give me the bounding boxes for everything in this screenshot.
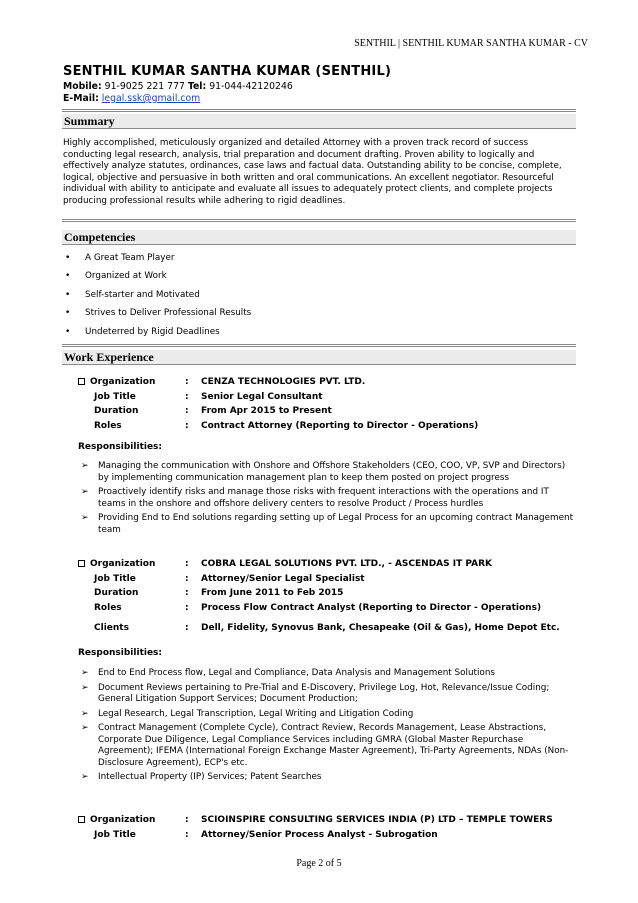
separator: : [185, 391, 189, 402]
roles-value: Contract Attorney (Reporting to Director - Operations) [201, 420, 479, 431]
duration-value: From June 2011 to Feb 2015 [201, 588, 344, 599]
checkbox-icon [78, 816, 85, 823]
responsibilities-label: Responsibilities: [78, 648, 163, 658]
responsibilities-label: Responsibilities: [78, 442, 163, 452]
list-item: ➢ Providing End to End solutions regarding setting up of Legal Process for an upcoming contract Management team [81, 513, 576, 536]
title-label: Job Title [94, 391, 136, 402]
work-experience-heading: Work Experience [62, 350, 576, 365]
separator: : [185, 573, 189, 584]
email-label: E-Mail: [63, 93, 99, 104]
clients-value: Dell, Fidelity, Synovus Bank, Chesapeake (Oil & Gas), Home Depot Etc. [201, 623, 560, 634]
org-value: COBRA LEGAL SOLUTIONS PVT. LTD., - ASCENDAS IT PARK [201, 559, 493, 569]
list-item: • A Great Team Player [63, 253, 251, 271]
phone-line [63, 81, 293, 92]
separator: : [185, 420, 189, 431]
roles-label: Roles [94, 420, 122, 431]
candidate-name: SENTHIL KUMAR SANTHA KUMAR (SENTHIL) [63, 64, 392, 79]
email-line [63, 93, 200, 104]
divider [62, 109, 576, 112]
tel-label: Tel: [187, 81, 207, 92]
duration-value: From Apr 2015 to Present [201, 406, 332, 417]
list-item: ➢ Legal Research, Legal Transcription, Legal Writing and Litigation Coding [81, 709, 576, 721]
org-label: Organization [90, 815, 156, 825]
roles-label: Roles [94, 602, 122, 613]
list-item: • Organized at Work [63, 271, 251, 289]
separator: : [185, 377, 189, 387]
list-item: ➢ Contract Management (Complete Cycle), Contract Review, Records Management, Lease Abstractions, Corporate Due Diligence, Legal Compliance Services including GMRA (Global Master Repurchase Agreement); IFEMA (International Foreign Exchange Master Agreement), Tri-Party Agreements, NDAs (Non-Disclosure Agreement), ECP's etc. [81, 723, 576, 769]
job-2-responsibilities [81, 668, 576, 787]
title-label: Job Title [94, 573, 136, 584]
competencies-list [63, 253, 251, 345]
job-1-responsibilities [81, 461, 576, 539]
checkbox-icon [78, 378, 85, 385]
mobile-number: 91-9025 221 777 [104, 81, 185, 92]
duration-label: Duration [94, 406, 139, 417]
list-item: ➢ End to End Process flow, Legal and Compliance, Data Analysis and Management Solutions [81, 668, 576, 680]
org-value: SCIOINSPIRE CONSULTING SERVICES INDIA (P) LTD – TEMPLE TOWERS [201, 815, 553, 825]
page-number: Page 2 of 5 [296, 858, 342, 869]
list-item: ➢ Intellectual Property (IP) Services; Patent Searches [81, 772, 576, 784]
roles-value: Process Flow Contract Analyst (Reporting to Director - Operations) [201, 602, 542, 613]
title-label: Job Title [94, 829, 136, 840]
summary-text: Highly accomplished, meticulously organized and detailed Attorney with a proven track record of success conducting legal research, analysis, trial preparation and document drafting. Proven ability to logically and effectively analyze statutes, ordinances, case laws and factual data. Outstanding ability to be concise, complete, logical, objective and persuasive in both written and oral communications. An excellent negotiator. Resourceful individual with ability to anticipate and evaluate all issues to adequately protect clients, and complete projects producing professional results while adhering to rigid deadlines. [63, 138, 562, 206]
clients-label: Clients [94, 623, 129, 634]
org-value: CENZA TECHNOLOGIES PVT. LTD. [201, 377, 366, 387]
title-value: Attorney/Senior Legal Specialist [201, 573, 365, 584]
competencies-heading: Competencies [62, 230, 576, 245]
separator: : [185, 559, 189, 569]
email-link[interactable]: legal.ssk@gmail.com [101, 93, 201, 104]
list-item: ➢ Managing the communication with Onshore and Offshore Stakeholders (CEO, COO, VP, SVP and Directors) by implementing communication management plan to keep them posted on project progress [81, 461, 576, 484]
list-item: ➢ Document Reviews pertaining to Pre-Trial and E-Discovery, Privilege Log, Hot, Relevance/Issue Coding; General Litigation Support Services; Document Production; [81, 683, 576, 706]
title-value: Attorney/Senior Process Analyst - Subrogation [201, 829, 438, 840]
separator: : [185, 602, 189, 613]
duration-label: Duration [94, 588, 139, 599]
separator: : [185, 829, 189, 840]
list-item: • Self-starter and Motivated [63, 290, 251, 308]
org-label: Organization [90, 559, 156, 569]
divider [62, 344, 576, 347]
list-item: • Strives to Deliver Professional Results [63, 308, 251, 326]
tel-number: 91-044-42120246 [209, 81, 293, 92]
org-label: Organization [90, 377, 156, 387]
separator: : [185, 406, 189, 417]
running-header: SENTHIL | SENTHIL KUMAR SANTHA KUMAR - CV [354, 38, 588, 49]
list-item: • Undeterred by Rigid Deadlines [63, 327, 251, 345]
list-item: ➢ Proactively identify risks and manage those risks with frequent interactions with the operations and IT teams in the onshore and offshore delivery centers to resolve Product / Process hurdles [81, 487, 576, 510]
mobile-label: Mobile: [63, 81, 102, 92]
separator: : [185, 815, 189, 825]
checkbox-icon [78, 560, 85, 567]
separator: : [185, 623, 189, 634]
summary-heading: Summary [62, 114, 576, 129]
divider [62, 219, 576, 222]
title-value: Senior Legal Consultant [201, 391, 323, 402]
separator: : [185, 588, 189, 599]
